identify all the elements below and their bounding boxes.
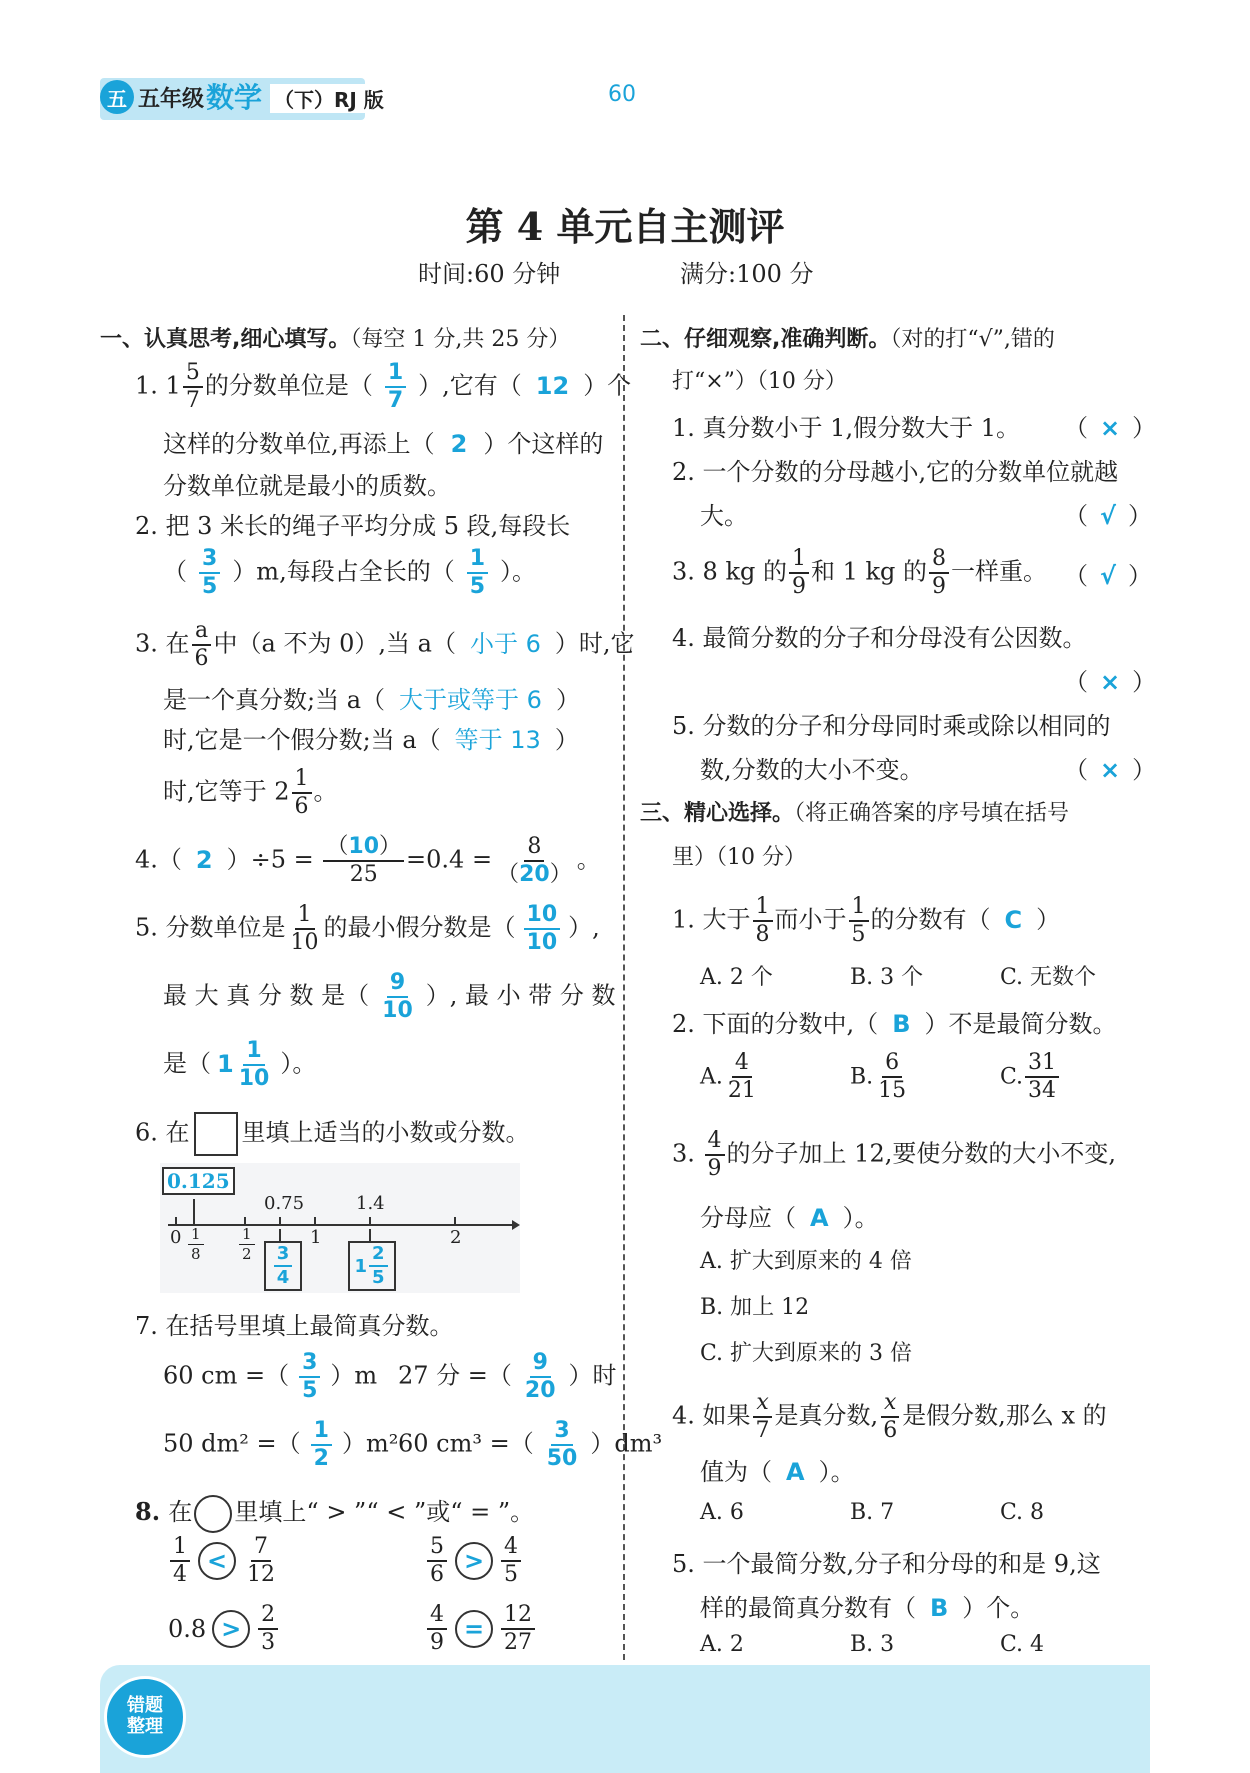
time-limit: 时间:60 分钟 [418, 260, 561, 288]
footer-band [100, 1665, 1150, 1773]
s3-q3-line2: 分母应（ A ）。 [700, 1204, 879, 1232]
s1-q5-line3: 是（ 1 $\frac{1}{10}$ ）。 [163, 1038, 317, 1091]
s1-q7-e4: 60 cm³ =（ $\frac{3}{50}$ ）dm³ [398, 1418, 663, 1471]
answer: 20 [519, 862, 550, 887]
s3-q1-optA: A. 2 个 [700, 965, 773, 990]
answer: $\frac{1}{2}$ [311, 1420, 332, 1470]
grade-badge: 五 [100, 80, 134, 114]
section1-note: （每空 1 分,共 25 分） [350, 327, 571, 352]
s1-q8-c1: $\frac{1}{4}$ < $\frac{7}{12}$ [168, 1536, 280, 1586]
s3-q3-optB: B. 加上 12 [700, 1295, 810, 1320]
section2-note2: 打“×”）（10 分） [672, 369, 847, 394]
s1-q8-heading: 8. 在 里填上“ > ”“ < ”或“ = ”。 [135, 1492, 534, 1533]
s3-q3-optA: A. 扩大到原来的 4 倍 [700, 1249, 912, 1274]
s2-item1: 1. 真分数小于 1,假分数大于 1。 [672, 414, 1020, 442]
error-review-badge [104, 1676, 186, 1758]
q-number: 1. [135, 371, 158, 400]
s3-q5-optC: C. 4 [1000, 1632, 1045, 1657]
answer: B [892, 1010, 911, 1038]
s1-q2-line2: （ $\frac{3}{5}$ ）m,每段占全长的（ $\frac{1}{5}$ ）。 [163, 546, 537, 599]
answer: $\frac{1}{5}$ [467, 548, 488, 598]
s1-q6-line: 6. 在 里填上适当的小数或分数。 [135, 1112, 530, 1156]
answer: 等于 13 [454, 726, 541, 754]
answer: $\frac{1}{10}$ [238, 1038, 270, 1091]
nl-answer-box-1-2-5: 1 $\frac{2}{5}$ [348, 1241, 396, 1291]
s1-q3-line2: 是一个真分数;当 a（ 大于或等于 6 ） [163, 686, 580, 714]
s1-q2-line1: 2. 把 3 米长的绳子平均分成 5 段,每段长 [135, 512, 571, 540]
s1-q5-line2: 最 大 真 分 数 是（ $\frac{9}{10}$ ）, 最 小 带 分 数 [163, 970, 616, 1023]
s2-item4-answer: （ × ） [1064, 668, 1157, 696]
nl-label-2: 2 [450, 1227, 462, 1248]
s2-item5-line2: 数,分数的大小不变。 [700, 756, 924, 784]
nl-answer-box-3-4: $\frac{3}{4}$ [264, 1241, 302, 1291]
answer: A [786, 1458, 805, 1486]
answer: 小于 6 [469, 629, 541, 658]
s1-q1-line1: 1. 1 $\frac{5}{7}$ 的分数单位是（ $\frac{1}{7}$ ）,它有（ 12 ）个 [135, 360, 632, 413]
s2-item5: 5. 分数的分子和分母同时乘或除以相同的 [672, 712, 1111, 740]
s3-q1: 1. 大于 $\frac{1}{8}$ 而小于 $\frac{1}{5}$ 的分数有（ C ） [672, 894, 1061, 947]
answer: $\frac{3}{5}$ [299, 1352, 320, 1402]
s3-q2-optC: C. $\frac{31}{34}$ [1000, 1052, 1061, 1102]
mixed-whole: 1 [165, 371, 181, 400]
page-title: 第 4 单元自主测评 [465, 204, 785, 249]
page-number: 60 [608, 82, 636, 107]
s1-q7-e3: 50 dm² =（ $\frac{1}{2}$ ）m² [163, 1418, 399, 1471]
nl-label-1: 1 [310, 1227, 322, 1248]
header-subject: 数学 [206, 81, 263, 114]
answer: $\frac{9}{10}$ [382, 970, 413, 1023]
s3-q5-line2: 样的最简真分数有（ B ）个。 [700, 1594, 1035, 1622]
s1-q3-line3: 时,它是一个假分数;当 a（ 等于 13 ） [163, 726, 579, 754]
nl-label-075: 0.75 [264, 1193, 305, 1214]
s2-item4: 4. 最简分数的分子和分母没有公因数。 [672, 624, 1087, 652]
s1-q3-line4: 时,它等于 2 $\frac{1}{6}$ 。 [163, 766, 338, 819]
section3-note2: 里）（10 分） [672, 845, 806, 870]
s2-item2-answer: （ √ ） [1064, 502, 1153, 530]
s3-q3: 3. $\frac{4}{9}$ 的分子加上 12,要使分数的大小不变, [672, 1128, 1116, 1181]
s1-q8-c2: $\frac{5}{6}$ > $\frac{4}{5}$ [425, 1536, 523, 1586]
s1-q3-line1: 3. 在 $\frac{a}{6}$ 中（a 不为 0）,当 a（ 小于 6 ）时,它 [135, 618, 635, 671]
arrow-head-icon [512, 1220, 520, 1230]
full-score: 满分:100 分 [680, 260, 814, 288]
fraction: $\frac{1}{10}$ [290, 902, 319, 955]
s3-q4-optC: C. 8 [1000, 1500, 1045, 1525]
section3-heading: 三、精心选择。（将正确答案的序号填在括号 [640, 801, 1070, 826]
s1-q8-c4: $\frac{4}{9}$ = $\frac{12}{27}$ [425, 1604, 537, 1654]
answer: 10 [348, 834, 380, 859]
s1-q7-heading: 7. 在括号里填上最简真分数。 [135, 1312, 454, 1340]
s3-q4: 4. 如果 $\frac{x}{7}$ 是真分数, $\frac{x}{6}$ 是假分数,那么 x 的 [672, 1390, 1107, 1443]
s2-item1-answer: （ × ） [1064, 414, 1157, 442]
answer: 大于或等于 6 [399, 686, 542, 714]
fraction: $\frac{(10)}{25}$ [323, 836, 404, 886]
s3-q2-optB: B. $\frac{6}{15}$ [850, 1050, 907, 1103]
compare-circle: < [198, 1542, 236, 1580]
nl-label-14: 1.4 [356, 1193, 385, 1214]
answer: $\frac{3}{5}$ [199, 548, 220, 598]
s3-q2-optA: A. $\frac{4}{21}$ [700, 1050, 756, 1103]
compare-circle: > [212, 1610, 250, 1648]
s3-q3-optC: C. 扩大到原来的 3 倍 [700, 1341, 913, 1366]
s1-q5-line1: 5. 分数单位是 $\frac{1}{10}$ 的最小假分数是（ $\frac{10}{10}$ ）, [135, 902, 600, 955]
nl-label-1-8: $\frac{1}{8}$ [188, 1227, 204, 1262]
section1-title: 一、认真思考,细心填写。 [100, 327, 351, 352]
s3-q1-optB: B. 3 个 [850, 965, 924, 990]
nl-label-0125: 0.125 [162, 1167, 235, 1195]
nl-label-0: 0 [170, 1227, 182, 1248]
answer: C [1004, 905, 1023, 934]
answer: 2 [450, 430, 468, 458]
fraction: $\frac{a}{6}$ [192, 620, 212, 670]
footer-label-1: 错题 [127, 1695, 163, 1717]
s2-item2-line2: 大。 [700, 502, 748, 530]
fraction: $\frac{5}{7}$ [183, 362, 203, 412]
s3-q5: 5. 一个最简分数,分子和分母的和是 9,这 [672, 1550, 1101, 1578]
s3-q2: 2. 下面的分数中,（ B ）不是最简分数。 [672, 1010, 1117, 1038]
fraction: $\frac{1}{6}$ [292, 768, 312, 818]
s1-q8-c3: 0.8 > $\frac{2}{3}$ [168, 1604, 280, 1654]
s2-item2: 2. 一个分数的分母越小,它的分数单位就越 [672, 458, 1119, 486]
s3-q4-optA: A. 6 [700, 1500, 744, 1525]
s3-q5-optB: B. 3 [850, 1632, 895, 1657]
number-line-figure [160, 1163, 520, 1293]
nl-label-1-2: $\frac{1}{2}$ [239, 1227, 255, 1262]
section1-heading [100, 322, 570, 353]
header-grade: 五年级 [138, 87, 205, 112]
compare-circle: = [455, 1610, 493, 1648]
s2-item3-answer: （ √ ） [1064, 562, 1153, 590]
answer: $\frac{3}{50}$ [546, 1418, 578, 1471]
answer: $\frac{1}{7}$ [385, 362, 406, 412]
answer: $\frac{10}{10}$ [524, 904, 561, 954]
answer: 1 [217, 1049, 234, 1078]
s1-q7-e2: 27 分 =（ $\frac{9}{20}$ ）时 [398, 1350, 617, 1403]
blank-box [194, 1112, 238, 1156]
s1-q1-line3: 分数单位就是最小的质数。 [163, 472, 451, 500]
blank-circle [194, 1495, 232, 1533]
answer: 12 [535, 371, 570, 400]
s2-item3: 3. 8 kg 的 $\frac{1}{9}$ 和 1 kg 的 $\frac{8}{9}$ 一样重。 [672, 546, 1048, 599]
answer: B [930, 1594, 949, 1622]
s3-q4-optB: B. 7 [850, 1500, 895, 1525]
answer: A [810, 1204, 829, 1232]
header-edition: （下）RJ 版 [270, 84, 388, 113]
compare-circle: > [455, 1542, 493, 1580]
section2-heading: 二、仔细观察,准确判断。（对的打“√”,错的 [640, 327, 1055, 352]
fraction: $\frac{8}{(20)}$ [497, 834, 572, 887]
s1-q1-line2: 这样的分数单位,再添上（ 2 ）个这样的 [163, 430, 604, 458]
s2-item5-answer: （ × ） [1064, 756, 1157, 784]
footer-label-2: 整理 [127, 1716, 163, 1737]
answer: $\frac{9}{20}$ [524, 1350, 556, 1403]
s3-q4-line2: 值为（ A ）。 [700, 1458, 855, 1486]
s3-q5-optA: A. 2 [700, 1632, 744, 1657]
s1-q7-e1: 60 cm =（ $\frac{3}{5}$ ）m [163, 1350, 378, 1403]
answer: 2 [195, 845, 213, 874]
s3-q1-optC: C. 无数个 [1000, 965, 1097, 990]
s1-q4: 4.（ 2 ）÷5 = $\frac{(10)}{25}$ =0.4 = $\frac{8}{(20)}$ 。 [135, 834, 601, 887]
